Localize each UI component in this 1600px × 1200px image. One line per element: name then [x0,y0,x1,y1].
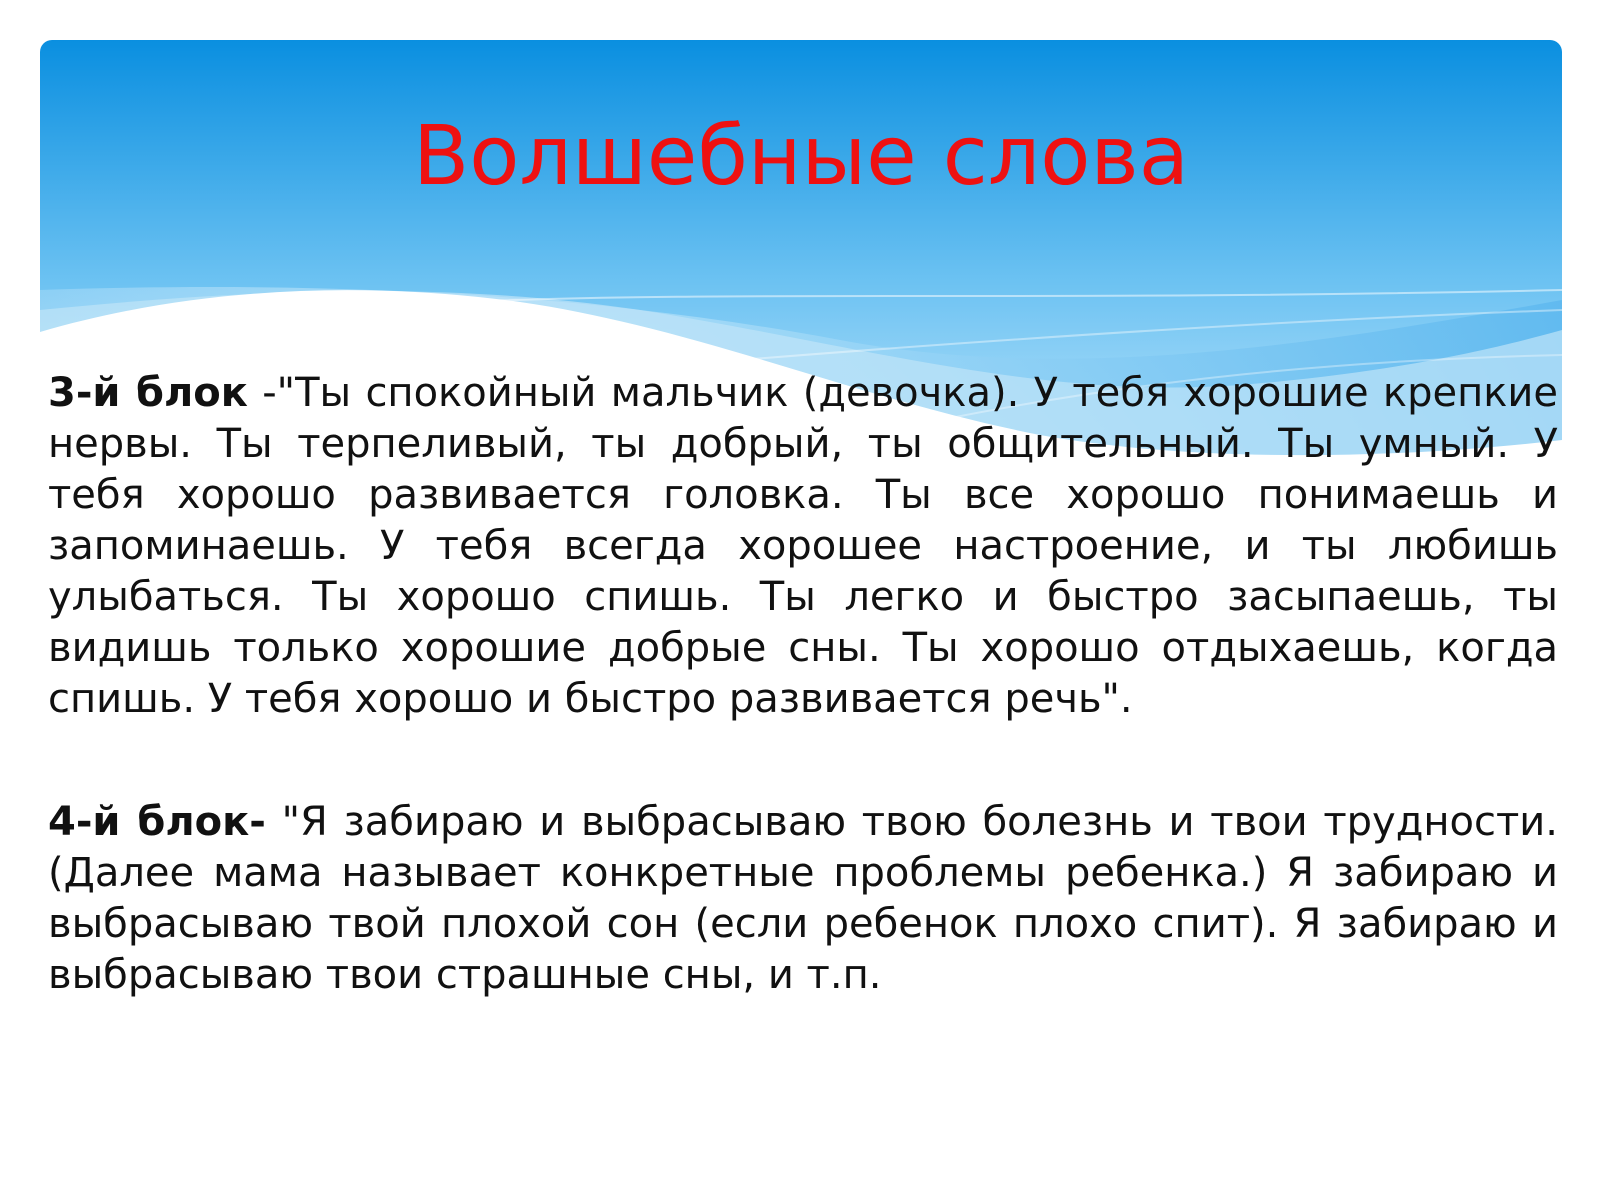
paragraph-block-4 [48,797,1558,1001]
block-text: -"Ты спокойный мальчик (девочка). У тебя хорошие крепкие нервы. Ты терпеливый, ты добрый, ты общительный. Ты умный. У тебя хорошо развивается головка. Ты все хорошо понимаешь и запоминаешь. У тебя всегда хорошее настроение, и ты любишь улыбаться. Ты хорошо спишь. Ты легко и быстро засыпаешь, ты видишь только хорошие добрые сны. Ты хорошо отдыхаешь, когда спишь. У тебя хорошо и быстро развивается речь". [48,370,1558,722]
block-text: "Я забираю и выбрасываю твою болезнь и твои трудности. (Далее мама называет конкретные проблемы ребенка.) Я забираю и выбрасываю твой плохой сон (если ребенок плохо спит). Я забираю и выбрасываю твои страшные сны, и т.п. [48,799,1558,998]
slide-body [48,368,1558,1001]
slide-title: Волшебные слова [413,109,1189,204]
block-label: 3-й блок [48,370,248,416]
block-label: 4-й блок- [48,799,266,845]
paragraph-block-3 [48,368,1558,725]
